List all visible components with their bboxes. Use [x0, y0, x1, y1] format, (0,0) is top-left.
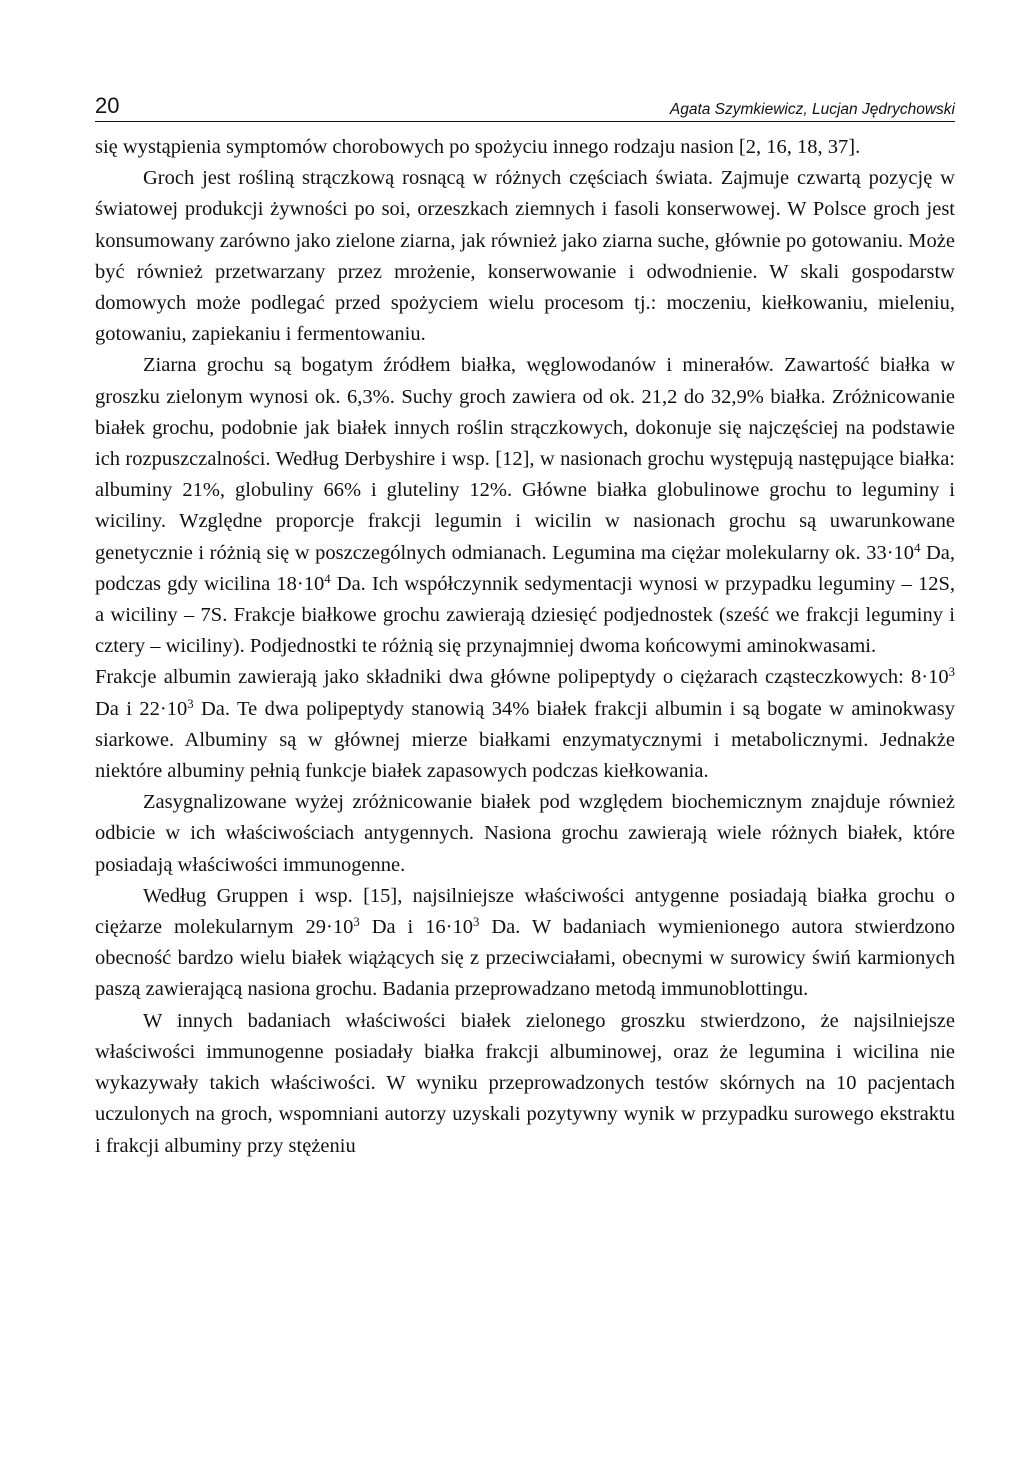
document-page: [95, 95, 955, 1162]
superscript-exponent: 4: [914, 540, 921, 555]
paragraph-text: Da. W badaniach wymienionego autora stwierdzono obecność bardzo wielu białek wiążących się z przeciwciałami, obecnymi w surowicy świń karmionych paszą zawierającą nasiona grochu. Badania przeprowadzano metodą immunoblottingu.: [95, 916, 956, 1001]
page-number: 20: [95, 93, 120, 118]
paragraph-text: Da i 16·10: [359, 916, 474, 939]
paragraph-text: Według Gruppen i wsp. [15], najsilniejsze właściwości antygenne posiadają białka grochu o ciężarze molekularnym 29·10: [95, 884, 955, 939]
paragraph-text: Zasygnalizowane wyżej zróżnicowanie białek pod względem biochemicznym znajduje również odbicie w ich właściwościach antygennych. Nasiona grochu zawierają wiele różnych białek, które posiadają właściwości immunogenne.: [95, 791, 955, 876]
superscript-exponent: 3: [473, 915, 480, 930]
superscript-exponent: 3: [948, 665, 955, 680]
paragraph-text: Frakcje albumin zawierają jako składniki dwa główne polipeptydy o ciężarach cząsteczkowych: 8·10: [95, 666, 949, 689]
paragraph-text: Ziarna grochu są bogatym źródłem białka, węglowodanów i minerałów. Zawartość białka w groszku zielonym wynosi ok. 6,3%. Suchy groch zawiera od ok. 21,2 do 32,9% białka. Zróżnicowanie białek grochu, podobnie jak białek innych roślin strączkowych, dokonuje się najczęściej na podstawie ich rozpuszczalności. Według Derbyshire i wsp. [12], w nasionach grochu występują następujące białka: albuminy 21%, globuliny 66% i gluteliny 12%. Główne białka globulinowe grochu to leguminy i wiciliny. Względne proporcje frakcji legumin i wicilin w nasionach grochu są uwarunkowane genetycznie i różnią się w poszczególnych odmianach. Legumina ma ciężar molekularny ok. 33·10: [95, 354, 955, 564]
body-paragraph: [95, 132, 955, 163]
superscript-exponent: 3: [353, 915, 360, 930]
body-paragraph: [95, 163, 955, 350]
body-paragraph: [95, 350, 955, 662]
body-paragraph: [95, 881, 955, 1006]
paragraph-text: się wystąpienia symptomów chorobowych po spożyciu innego rodzaju nasion [2, 16, 18, 37].: [95, 136, 861, 158]
paragraph-text: Da. Te dwa polipeptydy stanowią 34% białek frakcji albumin i są bogate w aminokwasy siarkowe. Albuminy są w głównej mierze białkami enzymatycznymi i metabolicznymi. Jednakże niektóre albuminy pełnią funkcje białek zapasowych podczas kiełkowania.: [95, 697, 955, 783]
paragraph-text: Da. Ich współczynnik sedymentacji wynosi w przypadku leguminy – 12S, a wiciliny – 7S. Frakcje białkowe grochu zawierają dziesięć podjednostek (sześć we frakcji leguminy i cztery – wiciliny). Podjednostki te różnią się przynajmniej dwoma końcowymi aminokwasami.: [95, 572, 955, 658]
running-header-authors: Agata Szymkiewicz, Lucjan Jędrychowski: [669, 100, 955, 118]
body-text: [95, 132, 955, 1162]
body-paragraph: [95, 787, 955, 881]
paragraph-text: Da, podczas gdy wicilina 18·10: [95, 541, 955, 595]
paragraph-text: W innych badaniach właściwości białek zielonego groszku stwierdzono, że najsilniejsze właściwości immunogenne posiadały białka frakcji albuminowej, oraz że legumina i wicilina nie wykazywały takich właściwości. W wyniku przeprowadzonych testów skórnych na 10 pacjentach uczulonych na groch, wspomniani autorzy uzyskali pozytywny wynik w przypadku surowego ekstraktu i frakcji albuminy przy stężeniu: [95, 1009, 955, 1157]
body-paragraph: [95, 662, 955, 787]
paragraph-text: Groch jest rośliną strączkową rosnącą w różnych częściach świata. Zajmuje czwartą pozycję w światowej produkcji żywności po soi, orzeszkach ziemnych i fasoli konserwowej. W Polsce groch jest konsumowany zarówno jako zielone ziarna, jak również jako ziarna suche, głównie po gotowaniu. Może być również przetwarzany przez mrożenie, konserwowanie i odwodnienie. W skali gospodarstw domowych może podlegać przed spożyciem wielu procesom tj.: moczeniu, kiełkowaniu, mieleniu, gotowaniu, zapiekaniu i fermentowaniu.: [95, 167, 955, 346]
paragraph-text: Da i 22·10: [95, 697, 188, 720]
superscript-exponent: 4: [324, 571, 331, 586]
body-paragraph: [95, 1006, 955, 1162]
running-header: [95, 95, 955, 122]
superscript-exponent: 3: [187, 696, 194, 711]
